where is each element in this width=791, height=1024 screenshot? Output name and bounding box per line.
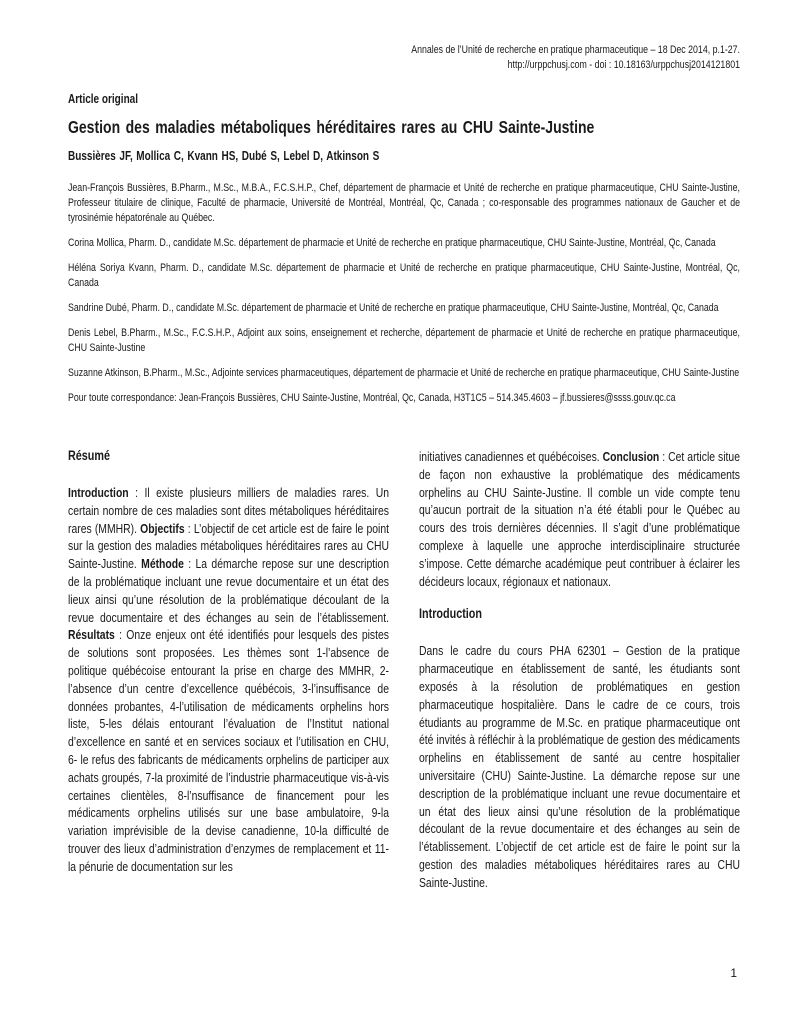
journal-doi-line: http://urppchusj.com - doi : 10.18163/urppchusj2014121801	[507, 58, 740, 71]
affiliation-paragraph: Corina Mollica, Pharm. D., candidate M.Sc. département de pharmacie et Unité de recherche en pratique pharmaceutique, CHU Sainte-Justine, Montréal, Qc, Canada	[68, 237, 716, 249]
article-type-kicker: Article original	[68, 92, 139, 106]
introduction-heading: Introduction	[419, 606, 482, 622]
affiliation-paragraph: Jean-François Bussières, B.Pharm., M.Sc., M.B.A., F.C.S.H.P., Chef, département de pharmacie et Unité de recherche en pratique pharmaceutique, CHU Sainte-Justine, Professeur titulaire de clinique, Faculté de pharmacie, Université de Montréal, Montréal, Qc, Canada ; co-responsable des programmes nationaux de Gaucher et de tyrosinémie hépatorénale au Québec.	[68, 182, 740, 224]
article-title: Gestion des maladies métaboliques héréditaires rares au CHU Sainte-Justine	[68, 117, 595, 137]
affiliation-paragraph: Héléna Soriya Kvann, Pharm. D., candidate M.Sc. département de pharmacie et Unité de recherche en pratique pharmaceutique, CHU Sainte-Justine, Montréal, Qc, Canada	[68, 262, 740, 289]
abstract-body-left: Introduction : Il existe plusieurs milliers de maladies rares. Un certain nombre de ces maladies sont dites métaboliques héréditaires rares (MMHR). Objectifs : L’objectif de cet article est de faire le point sur la gestion des maladies métaboliques héréditaires rares au CHU Sainte-Justine. Méthode : La démarche repose sur une description de la problématique incluant une revue documentaire et un état des lieux ainsi qu’une résolution de la problématique découlant de la revue documentaire et des échanges au sein de l’établissement. Résultats : Onze enjeux ont été identifiés pour lesquels des pistes de solutions sont proposées. Les thèmes sont 1-l’absence de politique québécoise entourant la prise en charge des MMHR, 2-l’absence d’un centre d’excellence québécois, 3-l’insuffisance de données probantes, 4-l’utilisation de médicaments orphelins hors liste, 5-les délais entourant l’évaluation de l’Institut national d’excellence en santé et en services sociaux et l’utilisation en CHU, 6- le refus des fabricants de médicaments orphelins de participer aux achats groupés, 7-la proximité de l’industrie pharmaceutique vis-à-vis certaines clientèles, 8-l’nsuffisance de financement pour les médicaments orphelins utilisés sur une base ambulatoire, 9-la variation imprévisible de la devise canadienne, 10-la difficulté de trouver des lieux d’administration d’enzymes de remplacement et 11-la pénurie de documentation sur les	[68, 485, 390, 874]
affiliation-paragraph: Denis Lebel, B.Pharm., M.Sc., F.C.S.H.P., Adjoint aux soins, enseignement et recherche, département de pharmacie et Unité de recherche en pratique pharmaceutique, CHU Sainte-Justine	[68, 327, 740, 354]
right-column	[419, 448, 740, 892]
journal-masthead	[68, 43, 740, 72]
left-column	[68, 448, 389, 892]
introduction-body: Dans le cadre du cours PHA 62301 – Gestion de la pratique pharmaceutique en établissement de santé, les étudiants sont exposés à la résolution de problématiques en gestion pharmaceutique hospitalière. Dans le cadre de ce cours, trois étudiants au programme de M.Sc. en pratique pharmaceutique ont été invités à réfléchir à la problématique de gestion des médicaments orphelins en établissement de santé au centre hospitalier universitaire (CHU) Sainte-Justine. La démarche repose sur une description de la problématique incluant une revue documentaire et un état des lieux ainsi qu’une résolution de la problématique découlant de la revue documentaire et des échanges au sein de l’établissement. L’objectif de cet article est de faire le point sur la gestion des maladies métaboliques héréditaires rares au CHU Sainte-Justine.	[419, 643, 740, 890]
affiliation-paragraph: Sandrine Dubé, Pharm. D., candidate M.Sc. département de pharmacie et Unité de recherche en pratique pharmaceutique, CHU Sainte-Justine, Montréal, Qc, Canada	[68, 302, 719, 314]
journal-title-line: Annales de l’Unité de recherche en pratique pharmaceutique – 18 Dec 2014, p.1-27.	[411, 44, 740, 56]
page-number: 1	[730, 966, 737, 980]
author-list: Bussières JF, Mollica C, Kvann HS, Dubé S, Lebel D, Atkinson S	[68, 149, 380, 163]
correspondence-line: Pour toute correspondance: Jean-François Bussières, CHU Sainte-Justine, Montréal, Qc, Canada, H3T1C5 – 514.345.4603 – jf.bussieres@ssss.gouv.qc.ca	[68, 392, 676, 404]
abstract-body-right: initiatives canadiennes et québécoises. Conclusion : Cet article situe de façon non exhaustive la problématique des médicaments orphelins au CHU Sainte-Justine. Il comble un vide compte tenu qu’aucun portrait de la situation n’a été établi pour le Québec au cours des trois dernières décennies. Il s’agit d’une problématique complexe à laquelle une approche interdisciplinaire structurée s’impose. Cette démarche académique peut contribuer à éclairer les décideurs locaux, régionaux et nationaux.	[419, 449, 740, 589]
abstract-heading: Résumé	[68, 448, 111, 463]
document-page	[68, 0, 740, 892]
two-column-body	[68, 448, 740, 892]
affiliation-paragraph: Suzanne Atkinson, B.Pharm., M.Sc., Adjointe services pharmaceutiques, département de pharmacie et Unité de recherche en pratique pharmaceutique, CHU Sainte-Justine	[68, 367, 740, 379]
affiliations-block	[68, 181, 740, 406]
